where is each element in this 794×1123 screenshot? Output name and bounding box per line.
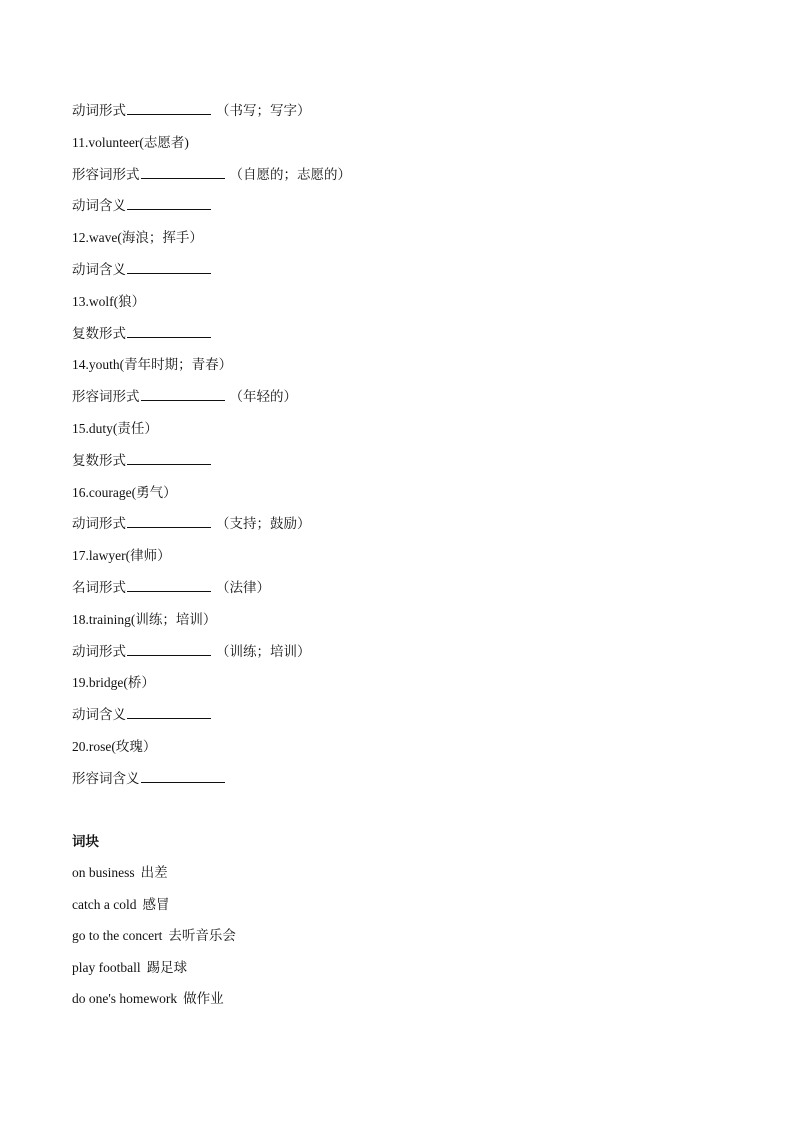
answer-blank[interactable] <box>127 450 211 465</box>
form-label: 动词形式 <box>72 643 126 659</box>
meaning-hint: （书写；写字） <box>216 103 311 118</box>
meaning-hint: （训练；培训） <box>216 643 311 659</box>
form-label: 形容词形式 <box>72 166 140 182</box>
word-item: 16.courage(勇气） <box>72 484 177 500</box>
word-item: 19.bridge(桥） <box>72 675 155 691</box>
phrase-english: on business <box>72 865 135 880</box>
exercise-line <box>72 767 722 799</box>
form-label: 形容词含义 <box>72 770 140 786</box>
meaning-hint: （支持；鼓励） <box>216 516 311 532</box>
form-label: 动词形式 <box>72 516 126 532</box>
word-item: 17.lawyer(律师） <box>72 548 171 564</box>
word-item: 14.youth(青年时期；青春） <box>72 357 233 373</box>
form-label: 复数形式 <box>72 452 126 468</box>
phrase-chinese: 做作业 <box>183 991 224 1007</box>
form-label: 名词形式 <box>72 579 126 595</box>
exercise-line <box>72 99 722 131</box>
phrases-section <box>72 829 722 1019</box>
phrase-chinese: 出差 <box>140 865 168 880</box>
answer-blank[interactable] <box>141 386 225 401</box>
meaning-hint: （自愿的；志愿的） <box>229 166 351 182</box>
form-label: 动词含义 <box>72 707 126 723</box>
meaning-hint: （法律） <box>216 579 270 595</box>
phrase-item <box>72 924 722 956</box>
word-item: 20.rose(玫瑰） <box>72 738 157 754</box>
exercise-line <box>72 194 722 226</box>
answer-blank[interactable] <box>141 164 225 179</box>
form-label: 动词形式 <box>72 103 126 118</box>
word-item: 18.training(训练；培训） <box>72 611 217 627</box>
phrase-english: catch a cold <box>72 896 137 912</box>
answer-blank[interactable] <box>127 259 211 274</box>
exercise-line <box>72 576 722 608</box>
exercise-line <box>72 703 722 735</box>
answer-blank[interactable] <box>141 768 225 783</box>
exercise-line <box>72 449 722 481</box>
section-heading: 词块 <box>72 834 99 849</box>
word-item: 11.volunteer(志愿者) <box>72 134 189 150</box>
exercise-list <box>72 99 722 799</box>
phrase-english: play football <box>72 959 141 975</box>
exercise-line <box>72 512 722 544</box>
phrase-chinese: 踢足球 <box>146 959 188 975</box>
exercise-line <box>72 640 722 672</box>
form-label: 动词含义 <box>72 261 126 277</box>
exercise-line <box>72 385 722 417</box>
phrase-english: go to the concert <box>72 928 163 944</box>
phrase-chinese: 去听音乐会 <box>168 928 236 944</box>
phrase-chinese: 感冒 <box>142 896 170 912</box>
form-label: 动词含义 <box>72 198 126 214</box>
phrase-item <box>72 861 722 893</box>
word-item: 12.wave(海浪；挥手） <box>72 230 203 246</box>
answer-blank[interactable] <box>127 577 211 592</box>
answer-blank[interactable] <box>127 513 211 528</box>
phrase-item <box>72 987 722 1019</box>
phrase-item <box>72 956 722 988</box>
word-item: 13.wolf(狼） <box>72 293 146 309</box>
word-item: 15.duty(责任） <box>72 420 158 436</box>
exercise-line <box>72 322 722 354</box>
meaning-hint: （年轻的） <box>229 389 297 405</box>
answer-blank[interactable] <box>127 100 211 115</box>
answer-blank[interactable] <box>127 323 211 338</box>
answer-blank[interactable] <box>127 704 211 719</box>
answer-blank[interactable] <box>127 195 211 210</box>
form-label: 复数形式 <box>72 325 126 341</box>
form-label: 形容词形式 <box>72 389 140 405</box>
exercise-line <box>72 163 722 195</box>
answer-blank[interactable] <box>127 641 211 656</box>
phrase-english: do one's homework <box>72 991 178 1007</box>
exercise-line <box>72 258 722 290</box>
phrase-item <box>72 893 722 925</box>
